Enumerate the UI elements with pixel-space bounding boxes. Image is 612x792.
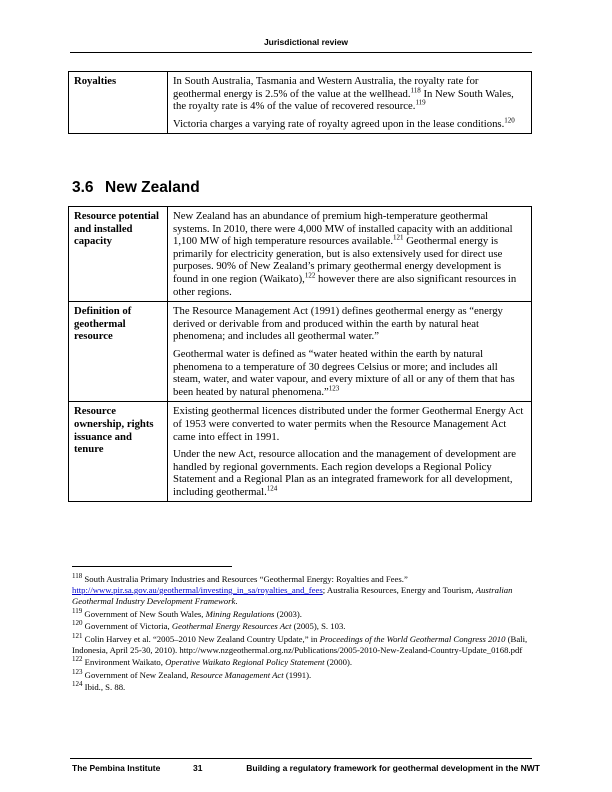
footnote-123: $^{123}$ Government of New Zealand, Resource Management Act (1991). — [72, 667, 312, 680]
royalties-table — [68, 71, 532, 134]
table-row — [69, 302, 532, 402]
section-heading — [72, 179, 200, 197]
paragraph: Existing geothermal licences distributed under the former Geothermal Energy Act of 1953 were converted to water permits when the Resource Management Act came into effect in 1991. — [173, 405, 524, 443]
paragraph: New Zealand has an abundance of premium high-temperature geothermal systems. In 2010, there were 4,000 MW of installed capacity with an additional 1,100 MW of high temperature resources available.$^{121}$ Geothermal energy is primarily for electricity generation, but is also extensively used for direct use purposes. 90% of New Zealand’s primary geothermal energy development is found in one region (Waikato),$^{122}$ however there are also significant resources in other regions. — [173, 210, 517, 298]
footnote-ref[interactable]: 121 — [393, 233, 404, 242]
footnote-ref[interactable]: 120 — [504, 116, 515, 125]
footer-title: Building a regulatory framework for geothermal development in the NWT — [246, 763, 540, 773]
row-label: Definition of geothermal resource — [69, 302, 168, 402]
table-row — [69, 72, 532, 134]
footnote-link[interactable]: http://www.pir.sa.gov.au/geothermal/investing_in_sa/royalties_and_fees — [72, 585, 323, 595]
footer-rule — [70, 758, 532, 759]
new-zealand-table — [68, 206, 532, 502]
footnote-119: $^{119}$ Government of New South Wales, Mining Regulations (2003). — [72, 606, 302, 619]
section-title: New Zealand — [105, 179, 200, 196]
page-number: 31 — [193, 763, 203, 773]
paragraph: In South Australia, Tasmania and Western Australia, the royalty rate for geothermal energy is 2.5% of the value at the wellhead.$^{118}$ In New South Wales, the royalty rate is 4% of the value of recovered resource.$^{119}$ — [173, 75, 514, 113]
footer-org: The Pembina Institute — [72, 763, 161, 773]
paragraph: Under the new Act, resource allocation and the management of development are handled by regional governments. Each region develops a Regional Policy Statement and a Regional Plan as an integrated framework for all development, including geothermal.$^{124}$ — [173, 448, 517, 498]
footnote-124: $^{124}$ Ibid., S. 88. — [72, 680, 126, 692]
footnote-ref[interactable]: 124 — [266, 484, 278, 493]
row-content — [168, 207, 532, 302]
paragraph: Victoria charges a varying rate of royalty agreed upon in the lease conditions.$^{120}$ — [173, 116, 515, 130]
footnote-ref[interactable]: 118 — [410, 86, 421, 95]
footnote-122: $^{122}$ Environment Waikato, Operative Waikato Regional Policy Statement (2000). — [72, 655, 353, 667]
footnote-ref[interactable]: 122 — [304, 271, 316, 280]
row-label: Resource potential and installed capacity — [69, 207, 168, 302]
footnotes — [72, 574, 538, 695]
row-content — [168, 72, 532, 134]
row-label: Resource ownership, rights issuance and tenure — [69, 402, 168, 502]
footnote-ref[interactable]: 119 — [415, 98, 426, 107]
section-number: 3.6 — [72, 179, 94, 196]
header-rule — [70, 52, 532, 53]
footnote-120: $^{120}$ Government of Victoria, Geothermal Energy Resources Act (2005), S. 103. — [72, 619, 346, 631]
footnote-separator — [72, 566, 232, 567]
paragraph: Geothermal water is defined as “water heated within the earth by natural phenomena to a temperature of 30 degrees Celsius or more; and includes all steam, water, and water vapour, and every mixture of all or any of them that has been heated by natural phenomena.”$^{123}$ — [173, 347, 515, 398]
paragraph: The Resource Management Act (1991) defines geothermal energy as “energy derived or derivable from and produced within the earth by natural heat phenomena; and includes all geothermal water.” — [173, 305, 503, 343]
footnote-ref[interactable]: 123 — [328, 384, 340, 393]
row-content — [168, 402, 532, 502]
row-label: Royalties — [69, 72, 168, 134]
table-row — [69, 402, 532, 502]
page-header: Jurisdictional review — [263, 37, 349, 47]
row-content — [168, 302, 532, 402]
table-row — [69, 207, 532, 302]
footnote-121: $^{121}$ Colin Harvey et al. “2005–2010 New Zealand Country Update,” in Proceedings of the World Geothermal Congress 2010 (Bali, Indonesia, April 25-30, 2010). http://www.nzgeothermal.org.nz/Publications/2005-2010-New-Zealand-Country-Update_0168.pdf — [72, 631, 528, 655]
footnote-118: $^{118}$ South Australia Primary Industries and Resources “Geothermal Energy: Royalties and Fees.” http://www.pir.sa.gov.au/geothermal/investing_in_sa/royalties_and_fees; Australia Resources, Energy and Tourism, Australian Geothermal Industry Development Framework. — [72, 572, 513, 606]
